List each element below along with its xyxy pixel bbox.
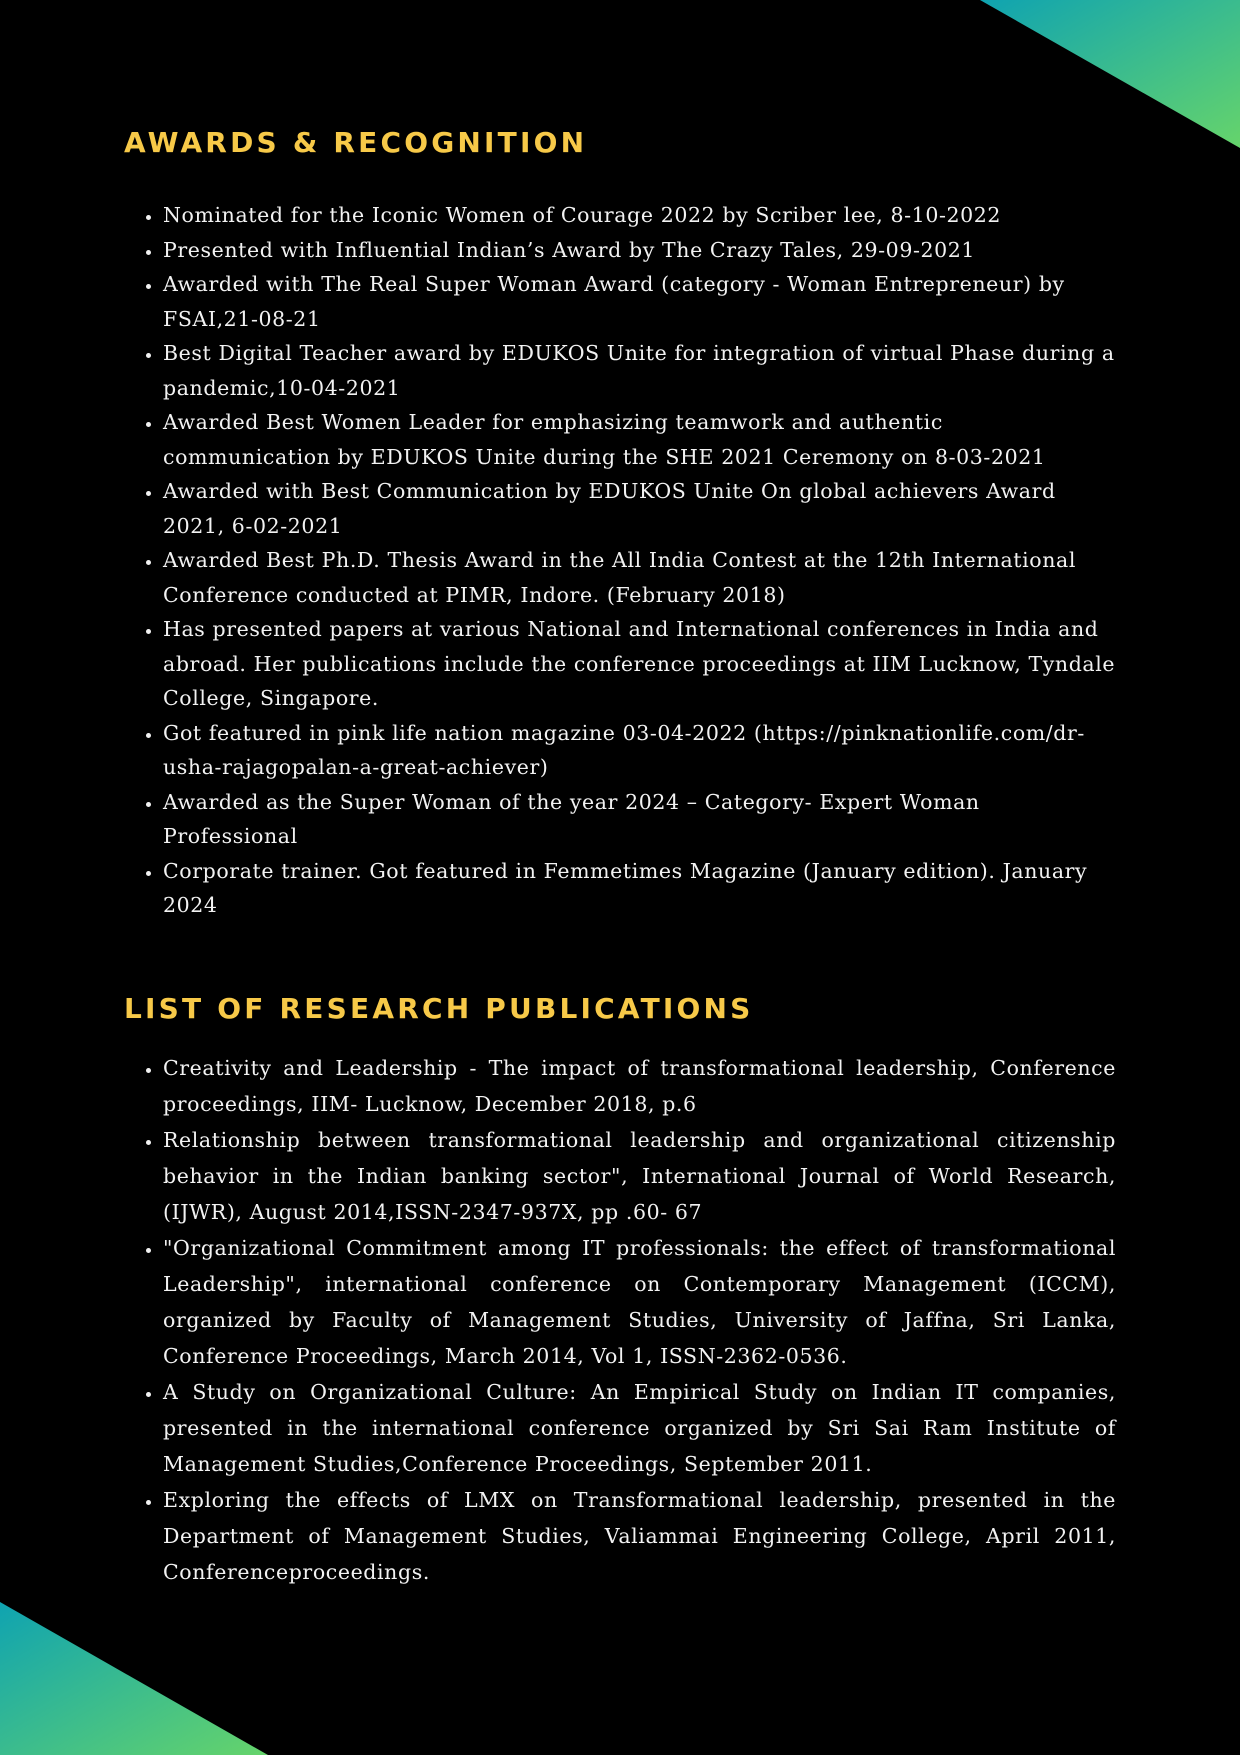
award-item: • Presented with Influential Indian’s Award by The Crazy Tales, 29-09-2021 xyxy=(163,233,1116,268)
award-item: • Awarded with The Real Super Woman Award (category - Woman Entrepreneur) by FSAI,21-08-21 xyxy=(163,267,1116,336)
award-item: • Corporate trainer. Got featured in Femmetimes Magazine (January edition). January 2024 xyxy=(163,854,1116,923)
award-item: • Awarded as the Super Woman of the year 2024 – Category- Expert Woman Professional xyxy=(163,785,1116,854)
corner-decoration-bottom-left xyxy=(0,1602,268,1755)
awards-section xyxy=(124,122,1116,923)
publication-item: • Exploring the effects of LMX on Transformational leadership, presented in the Department of Management Studies, Valiammai Engineering College, April 2011, Conferenceproceedings. xyxy=(163,1482,1116,1590)
publication-item: • Creativity and Leadership - The impact of transformational leadership, Conference proceedings, IIM- Lucknow, December 2018, p.6 xyxy=(163,1050,1116,1122)
publication-item: • A Study on Organizational Culture: An Empirical Study on Indian IT companies, presented in the international conference organized by Sri Sai Ram Institute of Management Studies,Conference Proceedings, September 2011. xyxy=(163,1374,1116,1482)
publications-section xyxy=(124,988,1116,1590)
award-item: • Awarded with Best Communication by EDUKOS Unite On global achievers Award 2021, 6-02-2021 xyxy=(163,474,1116,543)
awards-heading: AWARDS & RECOGNITION xyxy=(124,126,588,159)
publications-list xyxy=(124,1050,1116,1590)
award-item: • Has presented papers at various National and International conferences in India and abroad. Her publications include the conference proceedings at IIM Lucknow, Tyndale College, Singapore. xyxy=(163,612,1116,716)
publication-item: • Relationship between transformational leadership and organizational citizenship behavior in the Indian banking sector", International Journal of World Research, (IJWR), August 2014,ISSN-2347-937X, pp .60- 67 xyxy=(163,1122,1116,1230)
award-item: • Best Digital Teacher award by EDUKOS Unite for integration of virtual Phase during a pandemic,10-04-2021 xyxy=(163,336,1116,405)
award-item: • Nominated for the Iconic Women of Courage 2022 by Scriber lee, 8-10-2022 xyxy=(163,198,1116,233)
publication-item: • "Organizational Commitment among IT professionals: the effect of transformational Leadership", international conference on Contemporary Management (ICCM), organized by Faculty of Management Studies, University of Jaffna, Sri Lanka, Conference Proceedings, March 2014, Vol 1, ISSN-2362-0536. xyxy=(163,1230,1116,1374)
awards-list xyxy=(124,198,1116,923)
award-item: • Awarded Best Ph.D. Thesis Award in the All India Contest at the 12th International Conference conducted at PIMR, Indore. (February 2018) xyxy=(163,543,1116,612)
award-item: • Awarded Best Women Leader for emphasizing teamwork and authentic communication by EDUKOS Unite during the SHE 2021 Ceremony on 8-03-2021 xyxy=(163,405,1116,474)
publications-heading: LIST OF RESEARCH PUBLICATIONS xyxy=(124,992,754,1025)
award-item: • Got featured in pink life nation magazine 03-04-2022 (https://pinknationlife.com/dr-usha-rajagopalan-a-great-achiever) xyxy=(163,716,1116,785)
